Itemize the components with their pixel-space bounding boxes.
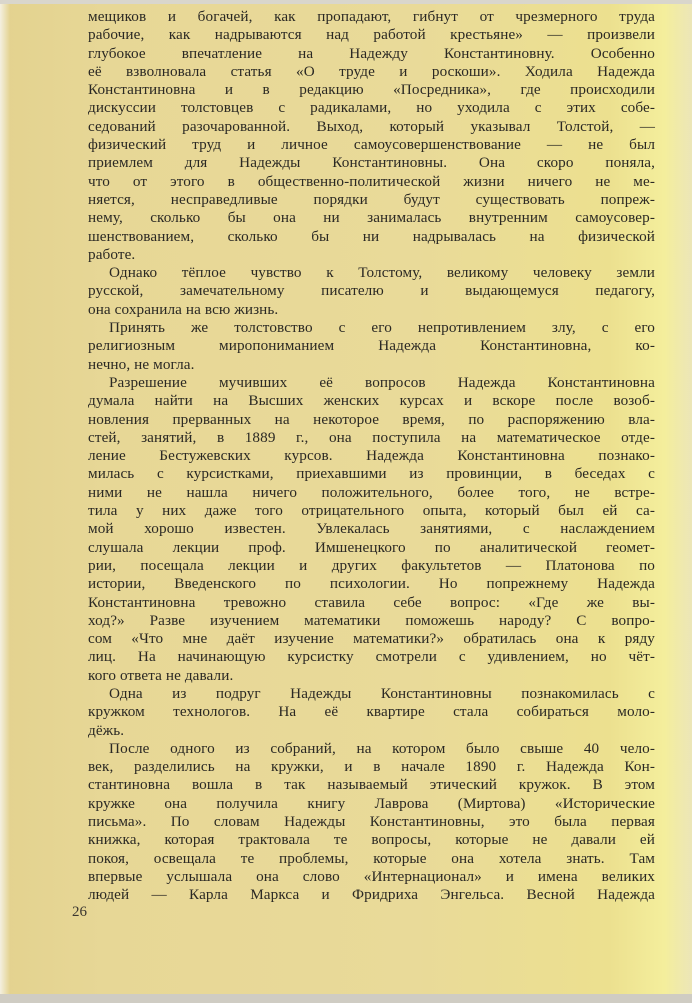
text-line: мещиков и богачей, как пропадают, гибнут от чрезмерного труда [88,8,655,25]
page-number: 26 [72,904,87,920]
paragraph [88,374,655,685]
text-line: дискуссии толстовцев с радикалами, но уходила с этих собе- [88,99,655,117]
text-line: рии, посещала лекции и других факультетов — Платонова по [88,556,655,574]
text-line: что от этого в общественно-политической жизни ничего не ме- [88,172,655,190]
text-line: ход?» Разве изучением математики поможешь народу? С вопро- [88,611,655,629]
text-line: дёжь. [88,721,125,739]
text-line: впервые услышала она слово «Интернационал» и имена великих [88,867,655,885]
text-line: стантиновна вошла в так называемый этический кружок. В этом [88,776,655,794]
text-line: слушала лекции проф. Имшенецкого по аналитической геомет- [88,538,655,556]
paragraph [88,319,655,374]
text-line: её взволновала статья «О труде и роскоши». Ходила Надежда [88,62,655,80]
paragraph [88,264,655,319]
text-line: Одна из подруг Надежды Константиновны познакомилась с [109,684,655,702]
text-line: новления прерванных на некоторое время, по распоряжению вла- [88,410,655,428]
text-line: кружке она получила книгу Лаврова (Миртова) «Исторические [88,794,655,812]
text-line: Однако тёплое чувство к Толстому, великому человеку земли [109,264,655,282]
text-line: покоя, освещала те проблемы, которые она хотела знать. Там [88,849,655,867]
body-text [88,8,655,905]
text-line: кружком технологов. На её квартире стала собираться моло- [88,703,655,721]
text-line: Константиновна тревожно ставила себе вопрос: «Где же вы- [88,593,655,611]
text-line: книжка, которая трактовала те вопросы, которые не давали ей [88,831,655,849]
text-line: шенствованием, сколько бы ни надрывалась на физической [88,227,655,245]
text-line: глубокое впечатление на Надежду Константиновну. Особенно [88,44,655,62]
text-line: работе. [88,245,136,263]
paragraph [88,8,655,264]
text-line: После одного из собраний, на котором было свыше 40 чело- [109,739,655,757]
text-line: няется, несправедливые порядки будут существовать попреж- [88,190,655,208]
text-line: кого ответа не давали. [88,666,234,684]
text-line: письма». По словам Надежды Константиновны, это была первая [88,813,655,831]
text-line: ними не нашла ничего положительного, более того, не встре- [88,483,655,501]
text-line: русской, замечательному писателю и выдающемуся педагогу, [88,282,655,300]
text-line: мой хорошо известен. Увлекалась занятиями, с наслаждением [88,520,655,538]
scan-bottom-edge [0,994,692,1003]
text-line: думала найти на Высших женских курсах и вскоре после возоб- [88,392,655,410]
text-line: ление Бестужевских курсов. Надежда Константиновна познако- [88,447,655,465]
text-line: век, разделились на кружки, и в начале 1890 г. Надежда Кон- [88,758,655,776]
text-line: Принять же толстовство с его непротивлением злу, с его [109,319,655,337]
text-line: религиозным миропониманием Надежда Константиновна, ко- [88,337,655,355]
book-page [0,4,692,994]
text-line: нему, сколько бы она ни занималась внутренним самоусовер- [88,209,655,227]
text-line: Константиновна и в редакцию «Посредника», где происходили [88,81,655,99]
text-line: людей — Карла Маркса и Фридриха Энгельса. Весной Надежда [88,886,655,904]
text-line: седований разочарованной. Выход, который указывал Толстой, — [88,117,655,135]
paragraph [88,685,655,740]
text-line: приемлем для Надежды Константиновны. Она скоро поняла, [88,154,655,172]
text-line: сом «Что мне даёт изучение математики?» обратилась она к ряду [88,630,655,648]
paragraph [88,740,655,905]
text-line: нечно, не могла. [88,355,195,373]
text-line: физический труд и личное самоусовершенствование — не был [88,136,655,154]
text-line: Разрешение мучивших её вопросов Надежда Константиновна [109,373,655,391]
text-line: лиц. На начинающую курсистку смотрели с удивлением, но чёт- [88,648,655,666]
text-line: милась с курсистками, приехавшими из провинции, в беседах с [88,465,655,483]
text-line: она сохранила на всю жизнь. [88,300,279,318]
text-line: тила у них даже того отрицательного опыта, который был ей са- [88,502,655,520]
text-line: рабочие, как надрываются над работой крестьяне» — произвели [88,26,655,44]
text-line: стей, занятий, в 1889 г., она поступила на математическое отде- [88,428,655,446]
text-line: истории, Введенского по психологии. Но попрежнему Надежда [88,575,655,593]
